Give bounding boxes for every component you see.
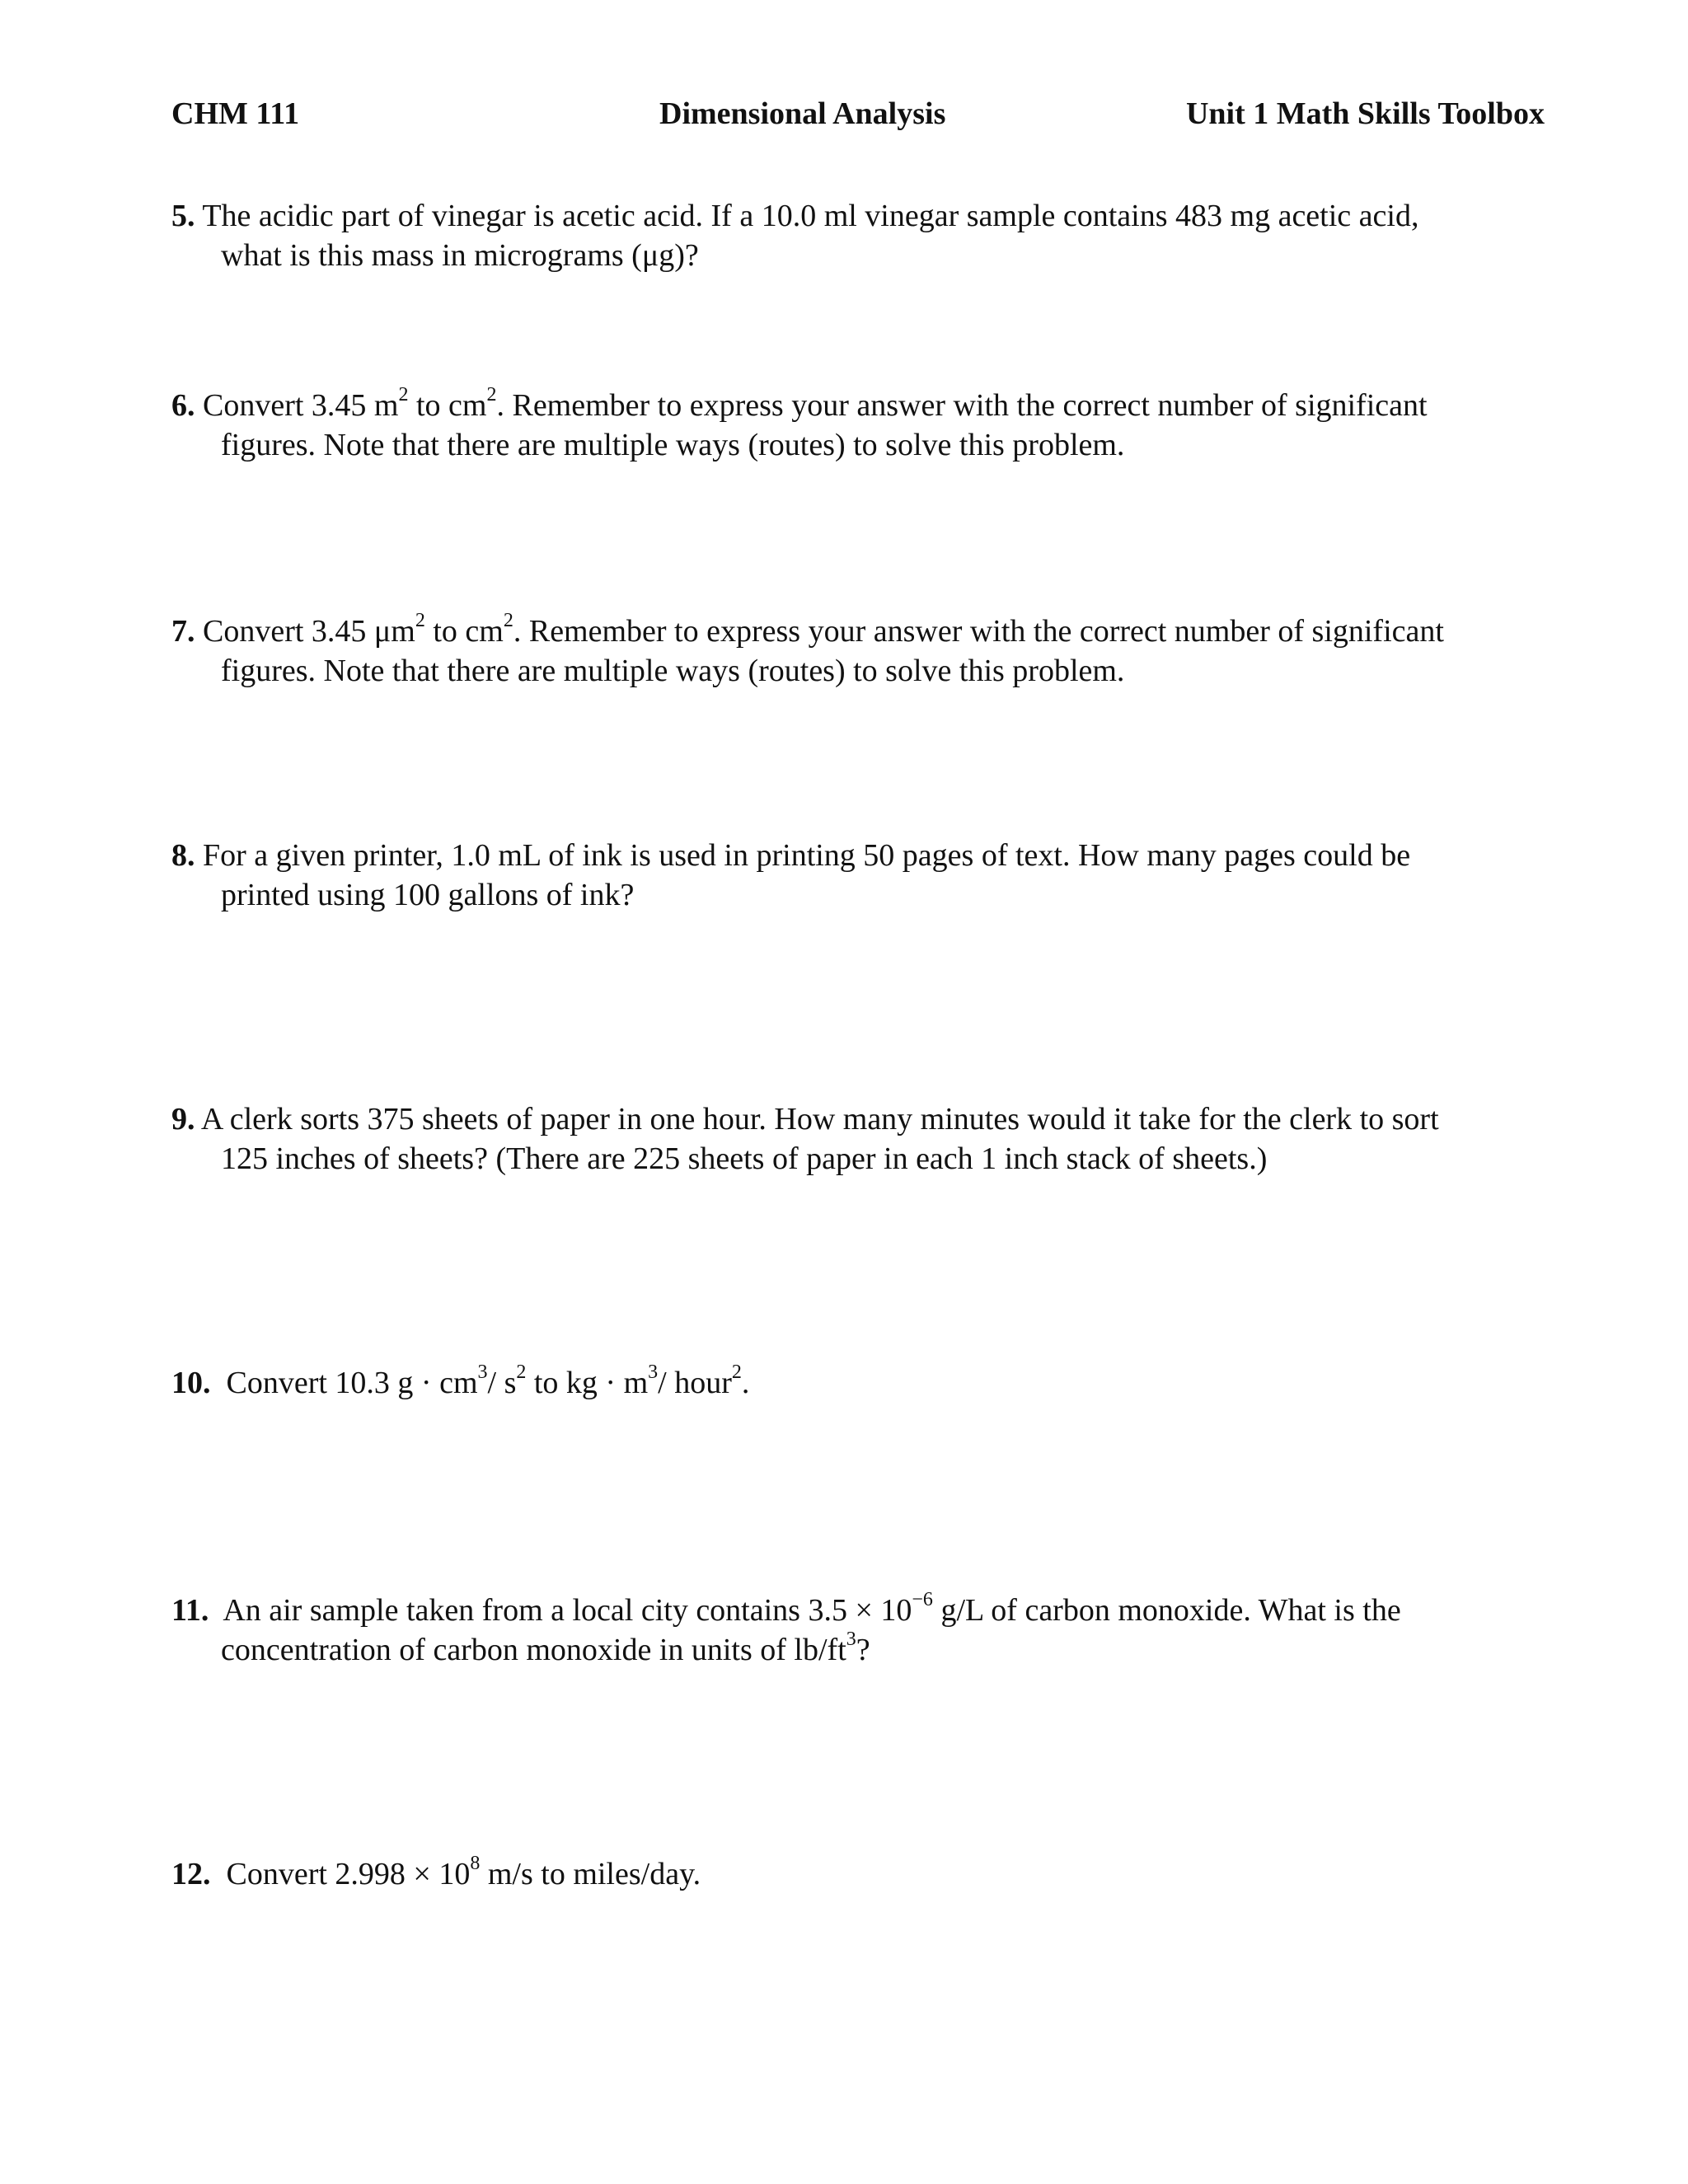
question-text: Convert 2.998 × 10 xyxy=(226,1857,471,1891)
question-number: 8. xyxy=(171,838,195,873)
question-line: figures. Note that there are multiple ways (routes) to solve this problem. xyxy=(221,428,1125,462)
question-number: 10. xyxy=(171,1366,211,1400)
superscript: 3 xyxy=(477,1361,488,1384)
course-code: CHM 111 xyxy=(171,96,300,131)
question-6 xyxy=(171,386,1556,465)
question-text: For a given printer, 1.0 mL of ink is used in printing 50 pages of text. How many pages could be xyxy=(203,838,1411,873)
question-text: The acidic part of vinegar is acetic acid. If a 10.0 ml vinegar sample contains 483 mg acetic acid, xyxy=(202,199,1419,233)
question-5 xyxy=(171,196,1556,275)
question-text: / s xyxy=(487,1366,517,1400)
question-number: 9. xyxy=(171,1102,195,1137)
question-line xyxy=(171,612,1556,651)
unit-title: Unit 1 Math Skills Toolbox xyxy=(1185,96,1545,131)
question-text: to kg · m xyxy=(526,1366,649,1400)
question-number: 5. xyxy=(171,199,195,233)
question-text: to cm xyxy=(424,614,504,649)
question-12 xyxy=(171,1854,1556,1894)
question-text: Convert 3.45 μm xyxy=(203,614,415,649)
question-text: . xyxy=(741,1366,750,1400)
question-text: . Remember to express your answer with the correct number of significant xyxy=(496,388,1428,423)
question-9 xyxy=(171,1099,1556,1179)
superscript: 2 xyxy=(398,384,409,406)
question-text: ? xyxy=(856,1633,870,1667)
question-text: m/s to miles/day. xyxy=(480,1857,701,1891)
question-line xyxy=(171,1591,1556,1630)
question-line: what is this mass in micrograms (μg)? xyxy=(221,238,699,273)
superscript: 2 xyxy=(486,384,497,406)
question-line: 125 inches of sheets? (There are 225 sheets of paper in each 1 inch stack of sheets.) xyxy=(221,1141,1268,1176)
question-text: Convert 10.3 g · cm xyxy=(226,1366,478,1400)
question-text: . Remember to express your answer with the correct number of significant xyxy=(513,614,1444,649)
question-number: 6. xyxy=(171,388,195,423)
superscript: −6 xyxy=(912,1589,933,1611)
question-number: 12. xyxy=(171,1857,211,1891)
question-11 xyxy=(171,1591,1556,1670)
question-number: 7. xyxy=(171,614,195,649)
superscript: 8 xyxy=(470,1853,481,1875)
question-line xyxy=(171,1854,1556,1894)
superscript: 2 xyxy=(731,1361,742,1384)
question-line: printed using 100 gallons of ink? xyxy=(221,878,635,912)
question-text: to cm xyxy=(408,388,487,423)
superscript: 2 xyxy=(516,1361,527,1384)
question-line xyxy=(171,196,1556,236)
question-line xyxy=(171,1099,1556,1139)
question-10 xyxy=(171,1363,1556,1403)
question-text: / hour xyxy=(658,1366,732,1400)
superscript: 3 xyxy=(648,1361,659,1384)
question-7 xyxy=(171,612,1556,691)
question-text: Convert 3.45 m xyxy=(203,388,399,423)
question-line xyxy=(171,836,1556,875)
question-line xyxy=(171,1363,1556,1403)
question-line: figures. Note that there are multiple ways (routes) to solve this problem. xyxy=(221,654,1125,688)
question-number: 11. xyxy=(171,1593,209,1628)
superscript: 3 xyxy=(846,1629,856,1651)
question-text: concentration of carbon monoxide in units of lb/ft xyxy=(221,1633,846,1667)
question-text: g/L of carbon monoxide. What is the xyxy=(932,1593,1401,1628)
question-line xyxy=(171,386,1556,425)
question-8 xyxy=(171,836,1556,915)
page-header xyxy=(0,96,1688,145)
superscript: 2 xyxy=(415,610,425,632)
worksheet-topic: Dimensional Analysis xyxy=(659,96,946,131)
question-text: An air sample taken from a local city contains 3.5 × 10 xyxy=(223,1593,912,1628)
question-text: A clerk sorts 375 sheets of paper in one hour. How many minutes would it take for the clerk to sort xyxy=(200,1102,1439,1137)
superscript: 2 xyxy=(503,610,513,632)
question-line xyxy=(171,1630,1556,1670)
